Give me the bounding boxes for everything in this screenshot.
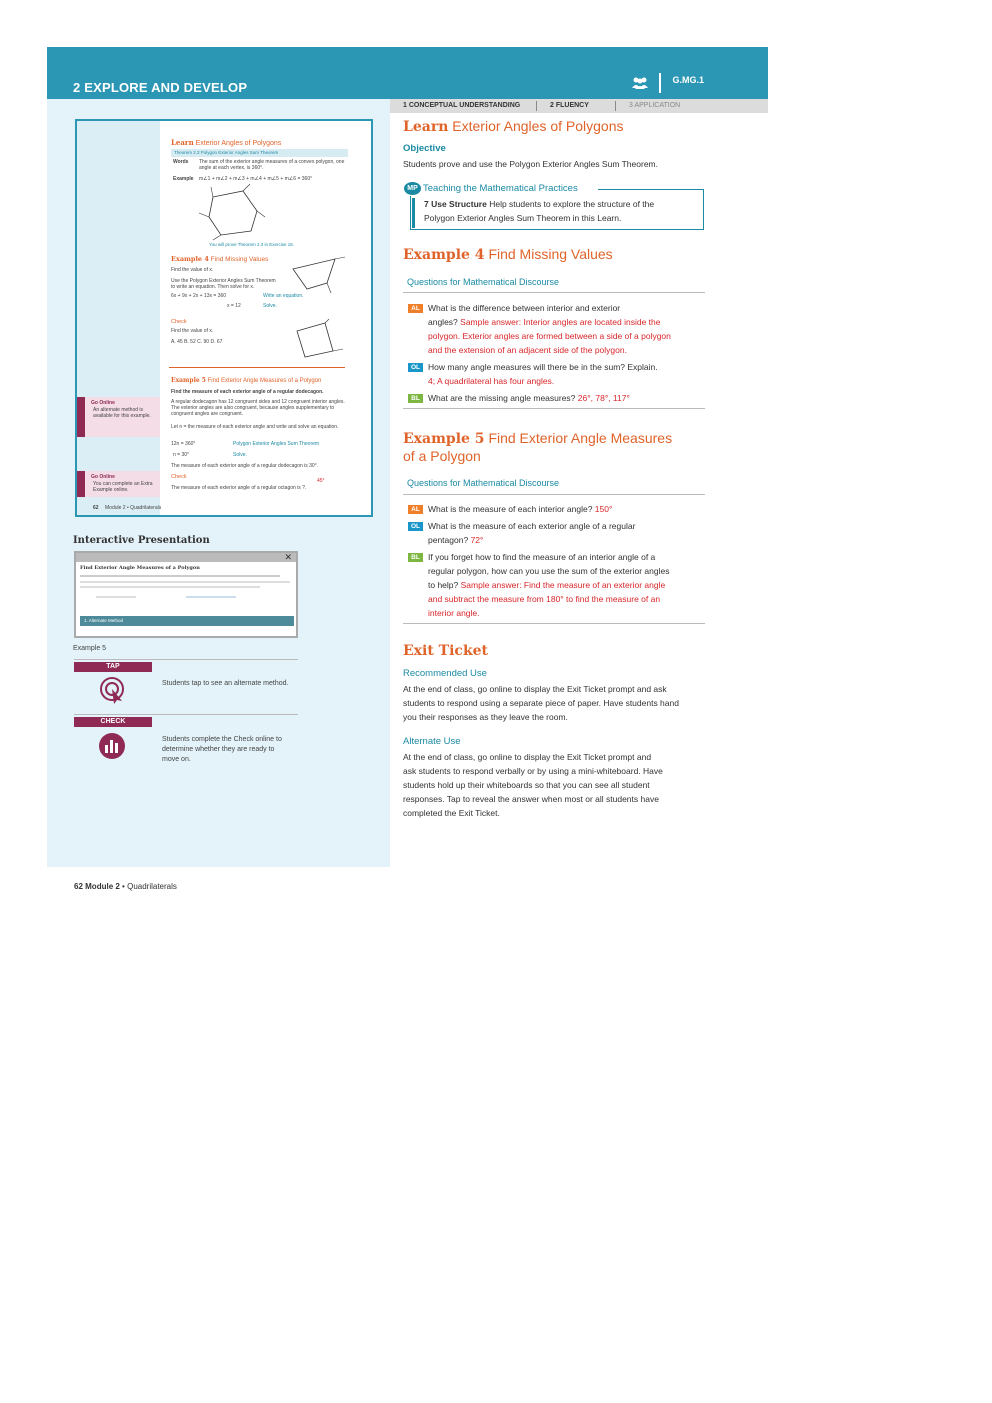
thumb-ex4-eq1: 6x + 9x + 2x + 13x = 360 [171, 293, 227, 299]
interactive-screen[interactable] [74, 551, 298, 638]
page-footer [74, 882, 177, 891]
ex4-q3-prompt: What are the missing angle measures? [428, 393, 576, 403]
ex4-q1-text [428, 301, 703, 357]
check-description: Students complete the Check online to determine whether they are ready to move on. [162, 736, 282, 763]
ex4-q1-line-b [428, 315, 703, 329]
standard-code: G.MG.1 [672, 75, 704, 85]
ex5-q3-line-c [428, 578, 703, 592]
thumb-ex4-eq1-note: Write an equation. [263, 293, 304, 299]
mp-accent-bar [412, 198, 415, 228]
learn-title: Exterior Angles of Polygons [452, 118, 624, 134]
ex5-q2-prompt: pentagon? [428, 535, 469, 545]
example5-heading [403, 430, 672, 465]
thumb-ex5-line4: The measure of each exterior angle of a regular dodecagon is 30°. [171, 463, 319, 469]
example4-label: Example 4 [403, 247, 485, 263]
ex4-q3-text [428, 391, 703, 405]
close-icon[interactable]: ✕ [284, 552, 292, 562]
thumb-ex5-label: Example 5 [171, 377, 206, 384]
thumb-ex4-label: Example 4 [171, 255, 209, 263]
thumb-check2-label: Check [171, 474, 187, 480]
alt-line-5: completed the Exit Ticket. [403, 808, 500, 818]
mp-badge-icon: MP [404, 182, 421, 195]
learn-label: Learn [403, 119, 449, 135]
recommended-use-text [403, 682, 679, 724]
ex4-question-bl [408, 391, 708, 405]
ex5-q3-answer-1: Sample answer: Find the measure of an exterior angle [460, 580, 666, 590]
thumb-example-eq: m∠1 + m∠2 + m∠3 + m∠4 + m∠5 + m∠6 = 360° [199, 176, 313, 182]
screen-title: Find Exterior Angle Measures of a Polygon [80, 565, 200, 571]
mp-text-1: Help students to explore the structure of the [489, 199, 655, 209]
ex5-q3-answer-3: interior angle. [428, 608, 480, 618]
objective-text: Students prove and use the Polygon Exterior Angles Sum Theorem. [403, 159, 658, 169]
hexagon-diagram [195, 183, 273, 241]
learn-heading [403, 118, 624, 135]
ex4-q3-answer: 26°, 78°, 117° [577, 393, 630, 403]
go-online-title: Go Online [91, 400, 115, 406]
thumb-ex4-eq2: x = 12 [227, 303, 241, 309]
ol-badge: OL [408, 363, 423, 372]
thumb-example-label: Example [173, 176, 194, 182]
ex5-q3-text [428, 550, 703, 620]
ex5-rule-bottom [403, 623, 705, 624]
go-online-marker-2 [77, 471, 85, 497]
ex5-q2-line-b [428, 533, 703, 547]
ex4-q2-answer: 4; A quadrilateral has four angles. [428, 376, 555, 386]
ex5-question-al [408, 502, 708, 516]
screen-text-line [80, 581, 290, 583]
footer-module: Module 2 [85, 882, 120, 891]
ex4-rule-top [403, 292, 705, 293]
alt-line-2: ask students to respond verbally or by using a mini-whiteboard. Have [403, 766, 663, 776]
thumb-theorem-bar: Theorem 2.3 Polygon Exterior Angles Sum Theorem [171, 149, 348, 157]
mp-text-2: Polygon Exterior Angles Sum Theorem in this Learn. [424, 213, 622, 223]
thumb-ex5-eq1: 12n = 360° [171, 441, 196, 447]
ex4-q2-text [428, 360, 703, 388]
alt-line-4: responses. Tap to reveal the answer when most or all students have [403, 794, 659, 804]
screen-titlebar [76, 553, 296, 562]
tab-fluency[interactable]: 2 FLUENCY [550, 102, 589, 109]
section-header [47, 47, 768, 99]
thumb-ex4-line1: Find the value of x. [171, 267, 214, 273]
thumb-check-choices: A. 45 B. 52 C. 90 D. 67 [171, 339, 223, 345]
ex5-q3-answer-2: and subtract the measure from 180° to find the measure of an [428, 594, 661, 604]
interactive-heading: Interactive Presentation [73, 535, 210, 546]
thumb-check-line: Find the value of x. [171, 328, 214, 334]
thumb-check2-line: The measure of each exterior angle of a regular octagon is ?. [171, 485, 307, 491]
student-page-thumbnail [75, 119, 373, 517]
check-divider [74, 714, 298, 715]
rec-line-2: students to respond using a separate piece of paper. Have students hand [403, 698, 679, 708]
thumb-divider [169, 367, 345, 368]
mp-practice: 7 Use Structure [424, 199, 487, 209]
thumbnail-sidebar [77, 121, 160, 515]
screen-text-line [80, 586, 260, 588]
ex4-rule-bottom [403, 408, 705, 409]
ex4-question-al [408, 301, 708, 355]
thumb-ex5-title: Find Exterior Angle Measures of a Polygon [207, 378, 322, 384]
go-online-text: An alternate method is available for this example. [93, 407, 151, 419]
ex4-q1-answer-1: Sample answer: Interior angles are located inside the [460, 317, 661, 327]
tab-divider [615, 101, 616, 111]
ex5-q1-answer: 150° [594, 504, 613, 514]
ex5-question-bl [408, 550, 708, 618]
alt-line-1: At the end of class, go online to display the Exit Ticket prompt and [403, 752, 652, 762]
objective-heading: Objective [403, 143, 446, 154]
ex4-q1-answer-2: polygon. Exterior angles are formed between a side of a polygon [428, 331, 671, 341]
screen-text-line [80, 575, 280, 577]
header-divider [659, 73, 661, 93]
thumb-check2-value: 45° [317, 478, 325, 484]
ol-badge: OL [408, 522, 423, 531]
tab-divider [536, 101, 537, 111]
interactive-example-label: Example 5 [73, 645, 107, 652]
ex5-q1-text [428, 502, 703, 516]
example5-title-2: of a Polygon [403, 448, 481, 464]
ex5-q3-line-a: If you forget how to find the measure of an interior angle of a [428, 552, 656, 562]
alternate-method-bar[interactable]: 1. Alternate Method [80, 616, 294, 626]
rigor-tabs [390, 99, 768, 113]
go-online-text-2: You can complete an Extra Example online. [93, 481, 153, 493]
ex4-q1-answer-3: and the extension of an adjacent side of the polygon. [428, 345, 627, 355]
example4-heading [403, 246, 613, 263]
go-online-marker [77, 397, 85, 437]
exit-ticket-heading: Exit Ticket [403, 643, 489, 659]
thumb-ex5-eq2-note: Solve. [233, 452, 247, 458]
rec-line-3: you their responses as they leave the room. [403, 712, 568, 722]
check-quadrilateral-diagram [289, 319, 351, 365]
ex5-rule-top [403, 494, 705, 495]
rec-line-1: At the end of class, go online to display the Exit Ticket prompt and ask [403, 684, 667, 694]
ex5-question-ol [408, 519, 708, 545]
ex4-question-ol [408, 360, 708, 386]
mp-heading: Teaching the Mathematical Practices [423, 183, 578, 194]
example5-title-1: Find Exterior Angle Measures [488, 430, 673, 446]
check-chart-icon [98, 732, 126, 760]
thumb-ex5-eq1-note: Polygon Exterior Angles Sum Theorem [233, 441, 320, 447]
quadrilateral-diagram [287, 255, 349, 295]
ex5-q3-line-b: regular polygon, how can you use the sum of the exterior angles [428, 566, 670, 576]
footer-topic: Quadrilaterals [127, 882, 177, 891]
example5-label: Example 5 [403, 431, 485, 447]
ex5-q3-prompt: to help? [428, 580, 459, 590]
alt-line-3: students hold up their whiteboards so that you can see all student [403, 780, 650, 790]
ex5-q2-text [428, 519, 703, 547]
thumb-words: The sum of the exterior angle measures of a convex polygon, one angle at each vertex, is 360°. [199, 159, 345, 171]
thumb-prove-note: You will prove Theorem 2.3 in Exercise 16. [209, 242, 295, 247]
mp-line1 [424, 197, 654, 211]
tap-icon [100, 677, 126, 705]
ex4-q2-prompt: How many angle measures will there be in the sum? Explain. [428, 362, 658, 372]
check-label: CHECK [74, 717, 152, 727]
tap-description: Students tap to see an alternate method. [162, 680, 289, 687]
example4-title: Find Missing Values [488, 246, 613, 262]
thumb-ex4-title: Find Missing Values [210, 256, 269, 263]
al-badge: AL [408, 505, 423, 514]
alternate-use-heading: Alternate Use [403, 736, 461, 747]
section-title: 2 EXPLORE AND DEVELOP [73, 80, 248, 95]
thumb-page-number: 62 [93, 505, 99, 511]
screen-text-line [186, 596, 236, 598]
recommended-use-heading: Recommended Use [403, 668, 487, 679]
tab-application[interactable]: 3 APPLICATION [629, 102, 681, 109]
bl-badge: BL [408, 394, 423, 403]
thumb-ex5-eq2: n = 30° [173, 452, 190, 458]
thumb-learn-title: Exterior Angles of Polygons [195, 140, 282, 147]
thumb-words-label: Words [173, 159, 189, 165]
thumb-ex4-line2: Use the Polygon Exterior Angles Sum Theorem to write an equation. Then solve for x. [171, 278, 276, 290]
thumb-ex5-line3: Let n = the measure of each exterior angle and write and solve an equation. [171, 424, 339, 430]
ex4-q1-prompt: angles? [428, 317, 458, 327]
ex5-q2-line-a: What is the measure of each exterior angle of a regular [428, 521, 636, 531]
go-online-title-2: Go Online [91, 474, 115, 480]
screen-text-line [96, 596, 136, 598]
thumb-module: Module 2 • Quadrilaterals [105, 505, 162, 511]
ex5-q2-answer: 72° [470, 535, 484, 545]
tap-label: TAP [74, 662, 152, 672]
thumb-ex5-line2: A regular dodecagon has 12 congruent sides and 12 congruent interior angles. The exterior angles are also congruent, because angles supplementary to congruent angles are congruent. [171, 399, 345, 417]
tap-divider [74, 659, 298, 660]
ex5-discourse-heading: Questions for Mathematical Discourse [407, 478, 560, 488]
alternate-use-text [403, 750, 663, 820]
bl-badge: BL [408, 553, 423, 562]
footer-separator: • [122, 882, 125, 891]
thumb-ex5-line1: Find the measure of each exterior angle of a regular dodecagon. [171, 389, 324, 395]
ex4-discourse-heading: Questions for Mathematical Discourse [407, 277, 560, 287]
al-badge: AL [408, 304, 423, 313]
thumb-ex4-eq2-note: Solve. [263, 303, 277, 309]
tab-conceptual[interactable]: 1 CONCEPTUAL UNDERSTANDING [403, 102, 521, 109]
thumb-learn-label: Learn [171, 138, 194, 147]
thumb-check-label: Check [171, 319, 187, 325]
footer-page-number: 62 [74, 882, 83, 891]
collaboration-icon [631, 77, 649, 89]
ex5-q1-prompt: What is the measure of each interior angle? [428, 504, 593, 514]
ex4-q1-line-a: What is the difference between interior and exterior [428, 303, 621, 313]
